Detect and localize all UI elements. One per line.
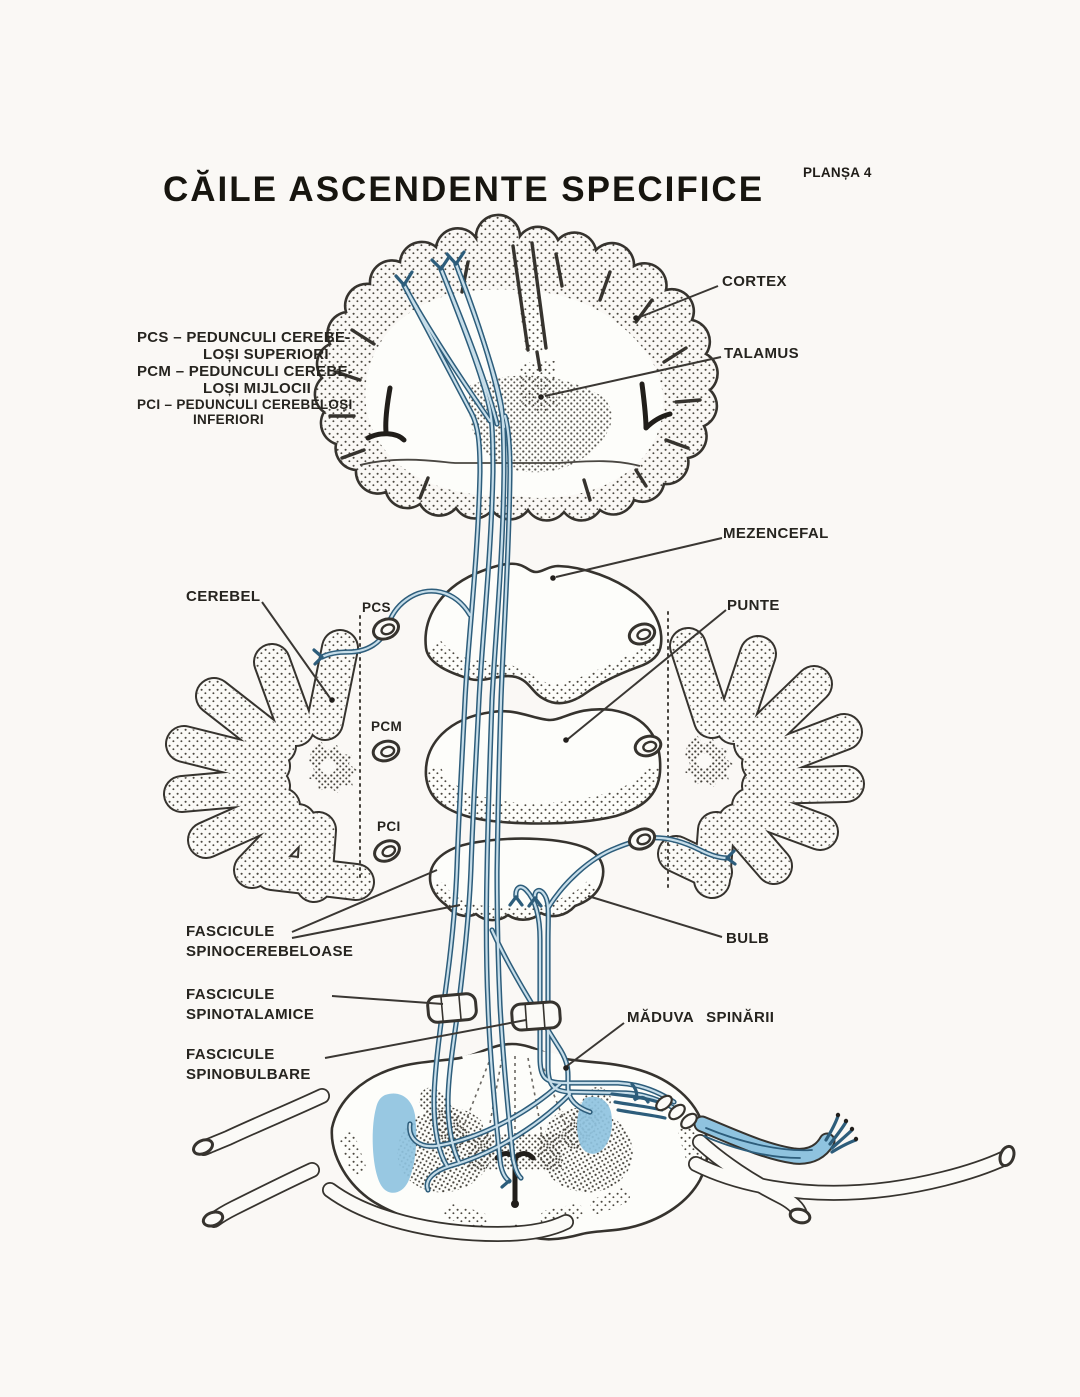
label-bulb: BULB xyxy=(726,930,770,947)
label-maduva-spinarii: MĂDUVA SPINĂRII xyxy=(627,1009,775,1026)
plate-number: PLANȘA 4 xyxy=(803,165,872,180)
legend-item-pcm: PCM – PEDUNCULI CEREBE- LOȘI MIJLOCII xyxy=(137,363,354,397)
pcs-ring-left xyxy=(370,615,401,643)
label-punte: PUNTE xyxy=(727,597,780,614)
mezencefal-slab xyxy=(426,564,662,704)
dentate-nucleus-left xyxy=(308,741,358,793)
label-pcs: PCS xyxy=(362,600,391,615)
cerebellum-left xyxy=(182,616,360,884)
pcm-ring-left xyxy=(371,738,401,763)
legend xyxy=(137,329,353,427)
label-talamus: TALAMUS xyxy=(724,345,800,362)
label-cortex: CORTEX xyxy=(722,273,787,290)
label-pci: PCI xyxy=(377,819,401,834)
label-mezencefal: MEZENCEFAL xyxy=(723,525,829,542)
label-fascicule-spinotalamice: FASCICULE SPINOTALAMICE xyxy=(186,986,315,1024)
label-cerebel: CEREBEL xyxy=(186,588,261,605)
label-pcm: PCM xyxy=(371,719,403,734)
peripheral-nerve xyxy=(702,1113,858,1158)
spinotalamic-collar xyxy=(427,993,477,1023)
label-fascicule-spinobulbare: FASCICULE SPINOBULBARE xyxy=(186,1046,311,1084)
label-fascicule-spinocerebeloase: FASCICULE SPINOCEREBELOASE xyxy=(186,923,354,961)
brain-coronal-section xyxy=(315,215,718,520)
pci-ring-left xyxy=(371,837,403,865)
page-title: CĂILE ASCENDENTE SPECIFICE xyxy=(163,170,765,209)
legend-item-pcs: PCS – PEDUNCULI CEREBE- LOȘI SUPERIORI xyxy=(137,329,351,363)
legend-item-pci: PCI – PEDUNCULI CEREBELOȘI INFERIORI xyxy=(137,397,353,427)
pci-ring-right xyxy=(626,825,657,852)
spinobulbar-collar xyxy=(511,1001,561,1030)
